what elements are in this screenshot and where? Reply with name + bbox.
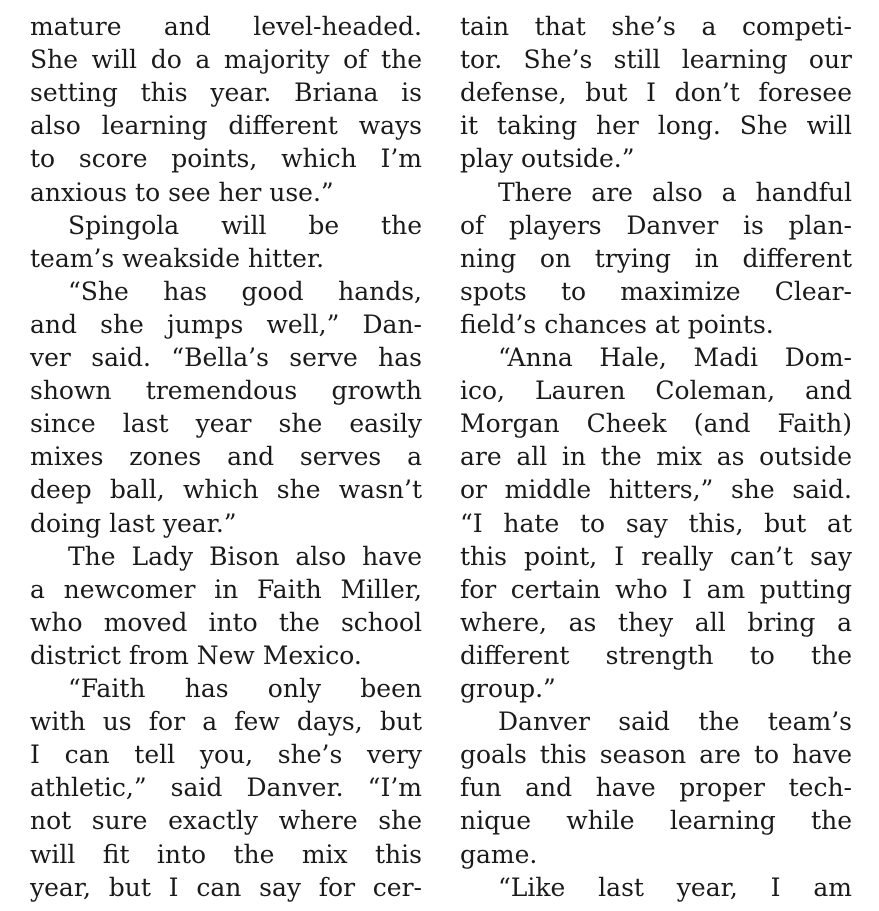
left-column-line: who moved into the school	[30, 607, 422, 637]
left-column-line: I can tell you, she’s very	[30, 740, 422, 770]
right-column-line: “Anna Hale, Madi Dom-	[498, 343, 852, 372]
left-column-line: “She has good hands,	[68, 276, 422, 306]
right-column-line: or middle hitters,” she said.	[460, 475, 852, 505]
left-column-line: team’s weakside hitter.	[30, 243, 325, 273]
right-column-line: this point, I really can’t say	[460, 541, 852, 571]
right-column-line: of players Danver is plan-	[460, 210, 852, 240]
right-column-line: are all in the mix as outside	[460, 442, 852, 472]
right-column-line: for certain who I am putting	[460, 574, 852, 604]
left-column-line: district from New Mexico.	[30, 640, 362, 670]
left-column-line: She will do a majority of the	[30, 45, 422, 75]
left-column-line: doing last year.”	[30, 508, 237, 538]
left-column-line: and she jumps well,” Dan-	[30, 309, 422, 339]
right-column-line: spots to maximize Clear-	[460, 276, 852, 306]
right-column-line: goals this season are to have	[460, 740, 852, 770]
left-column-line: also learning different ways	[30, 111, 422, 141]
left-column-line: ver said. “Bella’s serve has	[30, 343, 422, 372]
left-column-line: shown tremendous growth	[30, 376, 422, 406]
right-column-line: ning on trying in different	[460, 243, 852, 273]
right-column-line: it taking her long. She will	[460, 111, 852, 141]
right-column-line: where, as they all bring a	[460, 607, 852, 637]
left-column-line: will fit into the mix this	[30, 839, 422, 869]
right-column-line: fun and have proper tech-	[460, 773, 852, 803]
right-column-line: nique while learning the	[460, 806, 852, 836]
left-column-line: to score points, which I’m	[30, 144, 422, 174]
left-column-line: “Faith has only been	[68, 674, 422, 703]
left-column-line: with us for a few days, but	[30, 707, 422, 737]
left-column-line: since last year she easily	[30, 409, 422, 439]
right-column-line: defense, but I don’t foresee	[460, 78, 852, 108]
right-column-line: ico, Lauren Coleman, and	[460, 376, 852, 406]
right-column-line: “I hate to say this, but at	[460, 508, 852, 538]
right-column-line: Morgan Cheek (and Faith)	[460, 409, 852, 439]
right-column-line: group.”	[460, 674, 556, 703]
left-column-line: Spingola will be the	[68, 210, 422, 240]
right-column-line: tor. She’s still learning our	[460, 45, 852, 75]
right-column-line: play outside.”	[460, 144, 635, 174]
left-column-line: year, but I can say for cer-	[30, 872, 422, 902]
right-column-line: different strength to the	[460, 640, 852, 670]
right-column-line: game.	[460, 839, 538, 869]
right-column-line: There are also a handful	[498, 177, 852, 207]
left-column-line: anxious to see her use.”	[30, 177, 334, 207]
right-column-line: tain that she’s a competi-	[460, 12, 852, 41]
left-column-line: mixes zones and serves a	[30, 442, 422, 472]
left-column-line: deep ball, which she wasn’t	[30, 475, 422, 505]
left-column-line: mature and level-headed.	[30, 12, 422, 41]
left-column-line: The Lady Bison also have	[68, 541, 422, 571]
left-column-line: athletic,” said Danver. “I’m	[30, 773, 422, 803]
right-column-line: “Like last year, I am	[498, 872, 852, 902]
left-column-line: a newcomer in Faith Miller,	[30, 574, 422, 604]
right-column-line: Danver said the team’s	[498, 707, 852, 737]
left-column-line: setting this year. Briana is	[30, 78, 422, 108]
right-column-line: field’s chances at points.	[460, 309, 774, 339]
left-column-line: not sure exactly where she	[30, 806, 422, 836]
